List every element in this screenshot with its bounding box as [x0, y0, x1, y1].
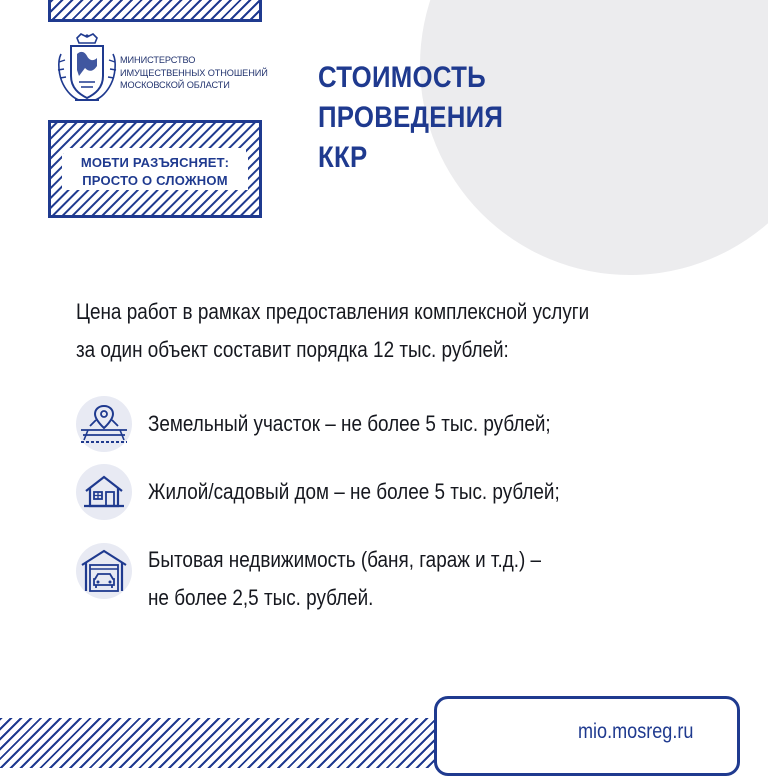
garage-car-icon	[76, 543, 132, 599]
intro-text	[76, 293, 630, 369]
ministry-line: ИМУЩЕСТВЕННЫХ ОТНОШЕНИЙ	[120, 67, 268, 78]
mobti-banner	[48, 120, 262, 218]
land-plot-location-icon	[76, 396, 132, 452]
title-line: СТОИМОСТЬ	[318, 61, 486, 94]
item-text	[148, 473, 560, 511]
intro-line: Цена работ в рамках предоставления комплексной услуги	[76, 299, 590, 324]
website-link[interactable]: mio.mosreg.ru	[578, 720, 694, 743]
ministry-line: МИНИСТЕРСТВО	[120, 55, 196, 65]
ministry-name	[120, 54, 270, 92]
item-line: Бытовая недвижимость (баня, гараж и т.д.) –	[148, 547, 542, 572]
title-line: ККР	[318, 141, 368, 174]
item-line: не более 2,5 тыс. рублей.	[148, 585, 374, 610]
banner-line: МОБТИ РАЗЪЯСНЯЕТ:	[62, 154, 248, 172]
ministry-line: МОСКОВСКОЙ ОБЛАСТИ	[120, 80, 230, 90]
banner-text	[62, 154, 248, 190]
moscow-region-coat-of-arms-icon	[55, 32, 119, 104]
item-text	[148, 541, 541, 617]
item-line: Земельный участок – не более 5 тыс. рублей;	[148, 411, 551, 436]
title-line: ПРОВЕДЕНИЯ	[318, 101, 504, 134]
banner-line: ПРОСТО О СЛОЖНОМ	[62, 172, 248, 190]
page-title	[318, 58, 503, 178]
item-line: Жилой/садовый дом – не более 5 тыс. рублей;	[148, 479, 560, 504]
house-icon	[76, 464, 132, 520]
item-text	[148, 405, 551, 443]
intro-line: за один объект составит порядка 12 тыс. рублей:	[76, 337, 509, 362]
top-hatch-strip	[48, 0, 262, 22]
footer-hatch-strip	[0, 718, 434, 768]
